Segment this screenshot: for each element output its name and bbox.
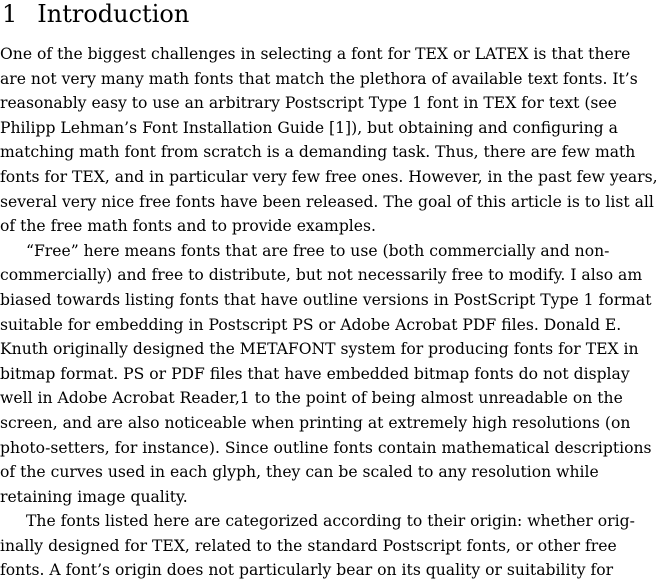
text-line: biased towards listing fonts that have outline versions in PostScript Type 1 format (0, 290, 652, 309)
text-line: One of the biggest challenges in selecting a font for TEX or LATEX is that there (0, 45, 631, 63)
text-line: “Free” here means fonts that are free to use (both commercially and non- (26, 241, 610, 260)
text-line: Knuth originally designed the METAFONT system for producing fonts for TEX in (0, 340, 639, 359)
text-line: matching math font from scratch is a demanding task. Thus, there are few math (0, 143, 636, 162)
text-line: fonts. A font’s origin does not particularly bear on its quality or suitability for (0, 561, 614, 580)
text-line: several very nice free fonts have been released. The goal of this article is to list all (0, 192, 654, 211)
text-line: Philipp Lehman’s Font Installation Guide [1]), but obtaining and configuring a (0, 118, 618, 137)
text-line: bitmap format. PS or PDF files that have embedded bitmap fonts do not display (0, 364, 630, 383)
text-line: photo-setters, for instance). Since outline fonts contain mathematical descriptions (0, 438, 652, 457)
section-title: Introduction (37, 0, 190, 28)
text-line: fonts for TEX, and in particular very few free ones. However, in the past few years, (0, 167, 658, 186)
text-line: of the curves used in each glyph, they can be scaled to any resolution while (0, 463, 599, 482)
text-line: The fonts listed here are categorized according to their origin: whether orig- (26, 512, 635, 531)
text-line: commercially) and free to distribute, but not necessarily free to modify. I also am (0, 266, 643, 285)
section-heading (2, 0, 189, 30)
text-line: reasonably easy to use an arbitrary Postscript Type 1 font in TEX for text (see (0, 94, 617, 113)
text-line: well in Adobe Acrobat Reader,1 to the point of being almost unreadable on the (0, 389, 623, 408)
text-line: screen, and are also noticeable when printing at extremely high resolutions (on (0, 413, 631, 432)
text-line: suitable for embedding in Postscript PS or Adobe Acrobat PDF files. Donald E. (0, 315, 622, 334)
text-line: of the free math fonts and to provide examples. (0, 217, 376, 236)
text-line: are not very many math fonts that match the plethora of available text fonts. It’s (0, 69, 638, 88)
body-text (0, 42, 658, 583)
text-line: inally designed for TEX, related to the standard Postscript fonts, or other free (0, 536, 617, 555)
section-number: 1 (2, 0, 18, 28)
text-line: retaining image quality. (0, 487, 188, 506)
